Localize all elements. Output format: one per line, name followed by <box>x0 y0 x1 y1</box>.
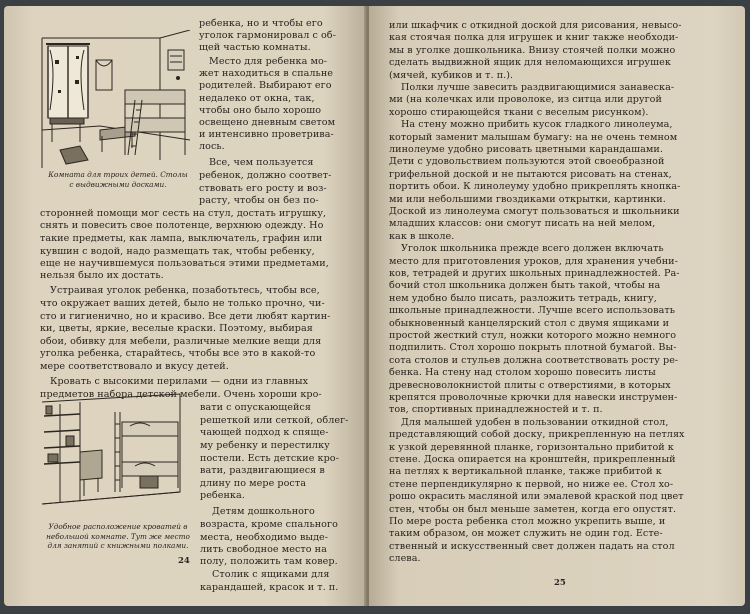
text-line: нем удобно было писать, разложить тетрадь, книгу, <box>389 292 657 304</box>
text-line: кувшин с водой, надо размещать так, чтобы ребенку, <box>40 246 315 257</box>
text-line: место для приготовления уроков, для хранения учебни- <box>389 255 678 267</box>
text-line: Дети с удовольствием пользуются этой своеобразной <box>389 156 665 168</box>
text-line: стен, чтобы он был меньше заметен, когда его опустят. <box>389 503 677 515</box>
text-line: возраста, кроме спального <box>200 519 338 530</box>
text-line: нельзя было их достать. <box>40 270 164 281</box>
text-line: ми (на колечках или проволоке, из ситца или другой <box>389 94 662 106</box>
text-line: щей частью комнаты. <box>199 42 311 53</box>
text-line: Столик с ящиками для <box>212 569 330 580</box>
text-line: портить обои. К линолеуму удобно прикреплять кнопка- <box>389 181 681 193</box>
right-page <box>369 6 745 606</box>
text-line: решеткой или сеткой, облег- <box>200 415 349 426</box>
text-line: уголка ребенка, старайтесь, чтобы все это в какой-то <box>40 348 316 359</box>
text-line: недалеко от окна, так, <box>199 93 315 104</box>
text-line: лось. <box>199 141 225 152</box>
text-line: полу, положить там ковер. <box>200 556 338 567</box>
text-line: или шкафчик с откидной доской для рисования, невысо- <box>389 20 682 31</box>
caption-line: Удобное расположение кроватей в <box>48 522 188 531</box>
text-line: таким образом, он может служить не один год. Есте- <box>389 528 663 540</box>
text-line: такие предметы, как лампа, выключатель, графин или <box>40 233 323 244</box>
text-line: ребенок, должно соответ- <box>199 170 332 181</box>
text-line: сторонней помощи мог сесть на стул, достать игрушку, <box>40 208 327 219</box>
text-line: школьные принадлежности. Лучше всего использовать <box>389 305 675 317</box>
text-line: мере соответствовало и вкусу детей. <box>40 361 229 372</box>
text-line: снять и повесить свое полотенце, верхнюю одежду. Но <box>40 220 324 231</box>
text-line: ственный и искусственный свет должен падать на стол <box>389 540 675 552</box>
illustration-2-caption <box>40 522 196 551</box>
text-line: му ребенку и перестилку <box>200 440 330 451</box>
text-line: лить свободное место на <box>200 544 327 555</box>
text-line: представляющий собой доску, прикрепленную на петлях <box>389 429 685 441</box>
text-line: на петлях к вертикальной планке, также прибитой к <box>389 466 662 478</box>
text-line: чтобы оно было хорошо <box>199 105 322 116</box>
text-line: стене. Доска опирается на кронштейн, прикрепленный <box>389 454 676 465</box>
text-line: жет находиться в спальне <box>199 68 333 79</box>
text-line: Место для ребенка мо- <box>209 56 328 67</box>
text-line: простой жесткий стул, ножки которого можно немного <box>389 330 677 341</box>
text-line: древесноволокнистой плиты с отверстиями, в которых <box>389 379 671 391</box>
text-line: как в школе. <box>389 230 455 242</box>
text-line: постели. Есть детские кро- <box>200 453 339 464</box>
text-line: длину по мере роста <box>200 478 306 489</box>
text-line: ков, тетрадей и других школьных принадлежностей. Ра- <box>389 268 680 279</box>
text-line: Детям дошкольного <box>212 506 315 517</box>
text-line: Полки лучше завесить раздвигающимися занавеска- <box>401 82 675 93</box>
text-line: вати, раздвигающиеся в <box>200 465 325 476</box>
text-line: обыкновенный канцелярский стол с двумя ящиками и <box>389 317 670 329</box>
caption-line: для занятий с книжными полками. <box>47 541 189 550</box>
text-line: ствовать его росту и воз- <box>199 183 327 194</box>
text-line: младших классов: они смогут писать на ней мелом, <box>389 218 656 230</box>
text-line: карандашей, красок и т. п. <box>200 582 339 593</box>
text-line: который заменит малышам бумагу: на не очень темном <box>389 131 678 143</box>
text-line: ки, цветы, яркие, веселые краски. Поэтому, выбирая <box>40 323 313 334</box>
illustration-bed-arrangement <box>40 392 190 514</box>
page-number: 24 <box>178 556 190 566</box>
text-line: грифельной доской и не пытаются рисовать на стенах, <box>389 168 672 180</box>
text-line: По мере роста ребенка стол можно укрепить выше, и <box>389 516 666 527</box>
text-line: Кровать с высокими перилами — одни из главных <box>50 376 309 387</box>
text-line: ребенка. <box>200 490 245 501</box>
caption-line: с выдвижными досками. <box>69 179 167 189</box>
text-line: обои, обивку для мебели, различные мелкие вещи для <box>40 336 322 347</box>
text-line: слева. <box>389 553 421 565</box>
text-line: Для малышей удобен в пользовании откидной стол, <box>401 416 669 428</box>
text-line: освещено дневным светом <box>199 117 336 128</box>
text-line: сота столов и стульев должна соответствовать росту ре- <box>389 354 679 366</box>
page-number: 25 <box>554 578 566 588</box>
text-line: кая стоячая полка для игрушек и книг также необходи- <box>389 32 679 44</box>
left-page <box>4 6 367 606</box>
text-line: ребенка, но и чтобы его <box>199 18 323 29</box>
text-line: и интенсивно проветрива- <box>199 129 334 140</box>
text-line: Все, чем пользуется <box>209 157 314 168</box>
text-line: места, необходимо выде- <box>200 532 329 543</box>
text-line: ми или небольшими гвоздиками открытки, картинки. <box>389 193 666 205</box>
text-line: чающей подход к спяще- <box>200 427 329 438</box>
caption-line: Комната для троих детей. Столы <box>48 170 188 179</box>
text-line: Устраивая уголок ребенка, позаботьтесь, чтобы все, <box>50 285 320 296</box>
caption-line: небольшой комнате. Тут же место <box>46 531 190 541</box>
text-line: Доской из линолеума смогут пользоваться и школьники <box>389 206 680 217</box>
text-line: крепятся проволочные крючки для навески инструмен- <box>389 392 678 403</box>
text-line: бочий стол школьника должен быть такой, чтобы на <box>389 280 661 292</box>
text-line: рошо окрасить масляной или эмалевой краской под цвет <box>389 491 684 503</box>
text-line: (мячей, кубиков и т. п.). <box>389 69 514 81</box>
text-line: бенка. На стену над столом хорошо повесить листы <box>389 367 656 379</box>
text-line: хорошо стирающейся ткани с веселым рисунком). <box>389 106 649 118</box>
text-line: стене перпендикулярно к первой, но ниже ее. Стол хо- <box>389 478 674 490</box>
text-line: уголок гармонировал с об- <box>199 30 336 41</box>
illustration-1-caption <box>40 170 196 189</box>
text-line: к узкой деревянной планке, горизонтально прибитой к <box>389 441 674 453</box>
text-line: что окружает ваших детей, было не только прочно, чи- <box>40 298 325 309</box>
text-line: еще не научившемуся пользоваться этими предметами, <box>40 258 329 269</box>
illustration-childrens-room <box>40 30 192 170</box>
text-line: тов, спортивных принадлежностей и т. п. <box>389 404 603 416</box>
text-line: мы в уголке дошкольника. Внизу стоячей полки можно <box>389 44 676 56</box>
text-line: Уголок школьника прежде всего должен включать <box>401 243 664 255</box>
text-line: вати с опускающейся <box>200 402 311 413</box>
text-line: линолеуме удобно рисовать цветными карандашами. <box>389 144 663 155</box>
text-line: подпилить. Стол хорошо покрыть плотной бумагой. Вы- <box>389 342 677 354</box>
text-line: предметов набора детской мебели. Очень хороши кро- <box>40 389 322 400</box>
text-line: сделать выдвижной ящик для неломающихся игрушек <box>389 57 671 69</box>
text-line: сто и гигиенично, но и красиво. Все дети любят картин- <box>40 311 331 322</box>
text-line: родителей. Выбирают его <box>199 80 332 91</box>
text-line: На стену можно прибить кусок гладкого линолеума, <box>401 119 673 131</box>
text-line: расту, чтобы он без по- <box>199 195 319 206</box>
